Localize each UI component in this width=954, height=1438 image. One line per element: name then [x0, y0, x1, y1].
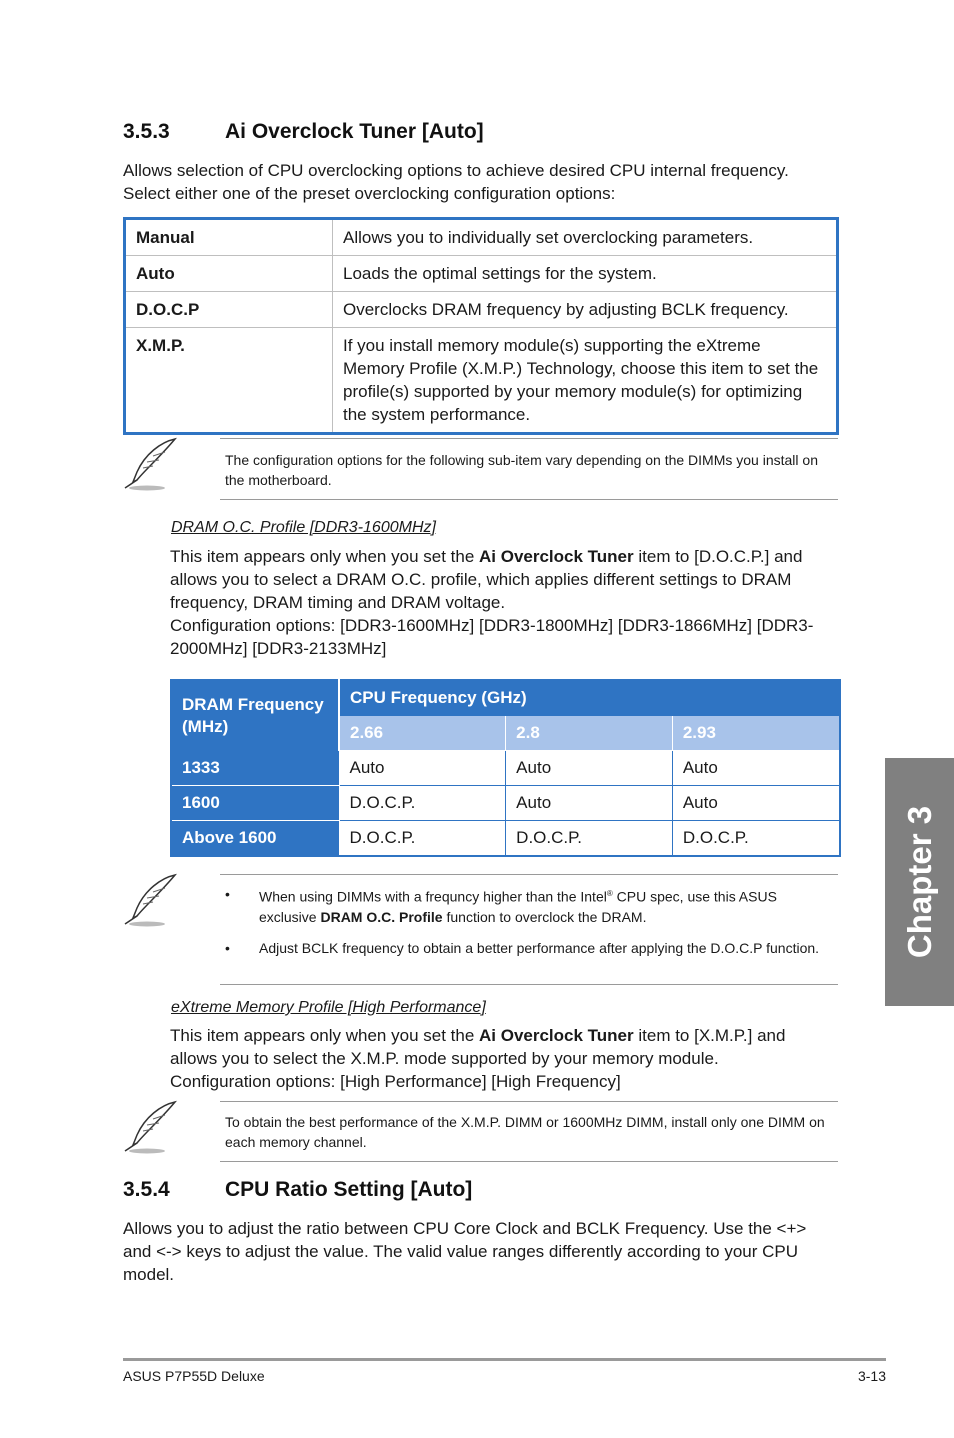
table-cell: D.O.C.P. [672, 821, 840, 857]
feather-pen-icon [123, 1099, 179, 1155]
registered-mark: ® [606, 889, 613, 898]
divider [220, 874, 838, 875]
dram-freq-label: Above 1600 [171, 821, 339, 857]
table-row [171, 786, 840, 821]
overclock-options-table [123, 217, 839, 435]
footer-product-name: ASUS P7P55D Deluxe [123, 1368, 265, 1384]
section-heading-3-5-4 [123, 1178, 472, 1202]
table-cell: D.O.C.P. [506, 821, 673, 857]
text-run-bold: DRAM O.C. Profile [320, 908, 443, 925]
bullet-icon: • [225, 886, 230, 902]
divider [220, 984, 838, 985]
dram-freq-label: 1333 [171, 751, 339, 786]
text-run: item to [D.O.C.P.] and allows you to select a DRAM O.C. profile, which applies different settings to DRAM frequency, DRAM timing and DRAM voltage. [170, 547, 803, 612]
section-body: Allows you to adjust the ratio between CPU Core Clock and BCLK Frequency. Use the <+> and <-> keys to adjust the value. The valid value ranges differently according to your CPU model. [123, 1219, 807, 1284]
text-run: When using DIMMs with a frequncy higher than the Intel [259, 888, 607, 905]
dram-freq-label: 1600 [171, 786, 339, 821]
list-item [225, 938, 825, 958]
table-cell: Auto [339, 751, 506, 786]
table-row [125, 292, 838, 328]
dram-profile-desc [170, 545, 830, 614]
feather-pen-icon [123, 436, 179, 492]
subitem-heading-xmp: eXtreme Memory Profile [High Performance] [171, 999, 486, 1016]
option-desc: Loads the optimal settings for the system. [333, 256, 838, 292]
subitem-heading-dram-profile: DRAM O.C. Profile [DDR3-1600MHz] [171, 519, 436, 536]
feather-pen-icon [123, 872, 179, 928]
divider [220, 438, 838, 439]
section-heading-3-5-3 [123, 120, 484, 144]
cpu-freq-col: 2.66 [339, 716, 506, 751]
footer-divider [123, 1358, 886, 1361]
table-row [125, 328, 838, 434]
section-title: CPU Ratio Setting [Auto] [225, 1178, 473, 1201]
table-cell: Auto [672, 786, 840, 821]
section-intro: Allows selection of CPU overclocking options to achieve desired CPU internal frequency. Select either one of the preset overclocking configuration options: [123, 161, 789, 203]
option-key: X.M.P. [125, 328, 333, 434]
table-cell: D.O.C.P. [339, 821, 506, 857]
divider [220, 499, 838, 500]
option-key: Auto [125, 256, 333, 292]
divider [220, 1101, 838, 1102]
text-run: CPU spec, use this ASUS exclusive [259, 888, 777, 925]
text-run: This item appears only when you set the [170, 547, 479, 566]
note-bullet-list [225, 884, 825, 958]
text-run-bold: Ai Overclock Tuner [479, 1026, 634, 1045]
chapter-tab [885, 758, 954, 1006]
bullet-icon: • [225, 939, 230, 956]
section-number: 3.5.4 [123, 1178, 170, 1201]
text-run: This item appears only when you set the [170, 1026, 479, 1045]
table-row [171, 751, 840, 786]
cpu-freq-col: 2.8 [506, 716, 673, 751]
cpu-frequency-header: CPU Frequency (GHz) [339, 680, 840, 716]
note-text: The configuration options for the following sub-item vary depending on the DIMMs you install on the motherboard. [225, 452, 818, 488]
text-run: item to [X.M.P.] and allows you to select the X.M.P. mode supported by your memory module. [170, 1026, 786, 1068]
option-desc: Overclocks DRAM frequency by adjusting BCLK frequency. [333, 292, 838, 328]
section-title: Ai Overclock Tuner [Auto] [225, 120, 484, 143]
note-box [123, 1101, 838, 1163]
table-row [125, 256, 838, 292]
section-number: 3.5.3 [123, 120, 170, 143]
xmp-desc [170, 1024, 830, 1070]
note-box [123, 438, 838, 500]
option-desc: If you install memory module(s) supporting the eXtreme Memory Profile (X.M.P.) Technology, choose this item to set the profile(s) supported by your memory module(s) for optimizing the system performance. [333, 328, 838, 434]
option-key: Manual [125, 219, 333, 256]
table-cell: Auto [672, 751, 840, 786]
table-cell: D.O.C.P. [339, 786, 506, 821]
divider [220, 1161, 838, 1162]
table-header-row [171, 680, 840, 716]
cpu-freq-col: 2.93 [672, 716, 840, 751]
footer-page-number: 3-13 [857, 1368, 886, 1384]
table-cell: Auto [506, 751, 673, 786]
table-row [171, 821, 840, 857]
note-text: To obtain the best performance of the X.M.P. DIMM or 1600MHz DIMM, install only one DIMM on each memory channel. [225, 1114, 825, 1150]
list-item [225, 884, 825, 927]
table-row [125, 219, 838, 256]
chapter-tab-label: Chapter 3 [900, 805, 938, 959]
text-run-bold: Ai Overclock Tuner [479, 547, 634, 566]
xmp-options: Configuration options: [High Performance] [High Frequency] [170, 1072, 621, 1091]
text-run: function to overclock the DRAM. [442, 908, 647, 925]
dram-cpu-frequency-table [170, 679, 841, 857]
dram-profile-options: Configuration options: [DDR3-1600MHz] [DDR3-1800MHz] [DDR3-1866MHz] [DDR3-2000MHz] [DDR3-2133MHz] [170, 616, 814, 658]
option-key: D.O.C.P [125, 292, 333, 328]
text-run: Adjust BCLK frequency to obtain a better performance after applying the D.O.C.P function. [259, 939, 820, 956]
table-cell: Auto [506, 786, 673, 821]
option-desc: Allows you to individually set overclocking parameters. [333, 219, 838, 256]
table-corner-header: DRAM Frequency (MHz) [171, 680, 339, 751]
